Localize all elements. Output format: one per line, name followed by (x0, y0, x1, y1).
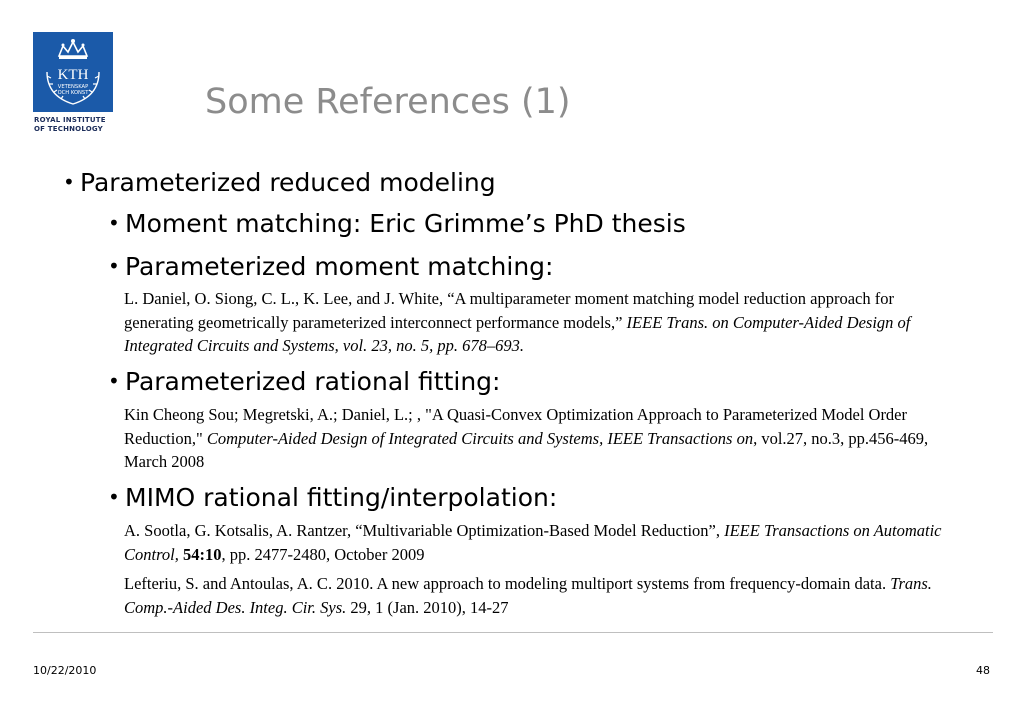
reference-text: Lefteriu, S. and Antoulas, A. C. 2010. A new approach to modeling multiport systems from frequency-domain data. (124, 574, 887, 593)
reference-daniel (124, 287, 954, 358)
bullet-parameterized-moment-matching (108, 250, 553, 283)
reference-journal: Computer-Aided Design of Integrated Circuits and Systems, IEEE Transactions on (206, 428, 754, 448)
footer-divider (33, 632, 993, 633)
page-number: 48 (976, 664, 990, 677)
reference-journal: Trans. Comp.-Aided Des. Integ. Cir. Sys. (124, 574, 932, 617)
logo-caption-line-2: OF TECHNOLOGY (34, 125, 103, 133)
logo-motto-1: VETENSKAP (57, 84, 89, 90)
bullet-mimo-rational-fitting (108, 481, 557, 514)
bullet-level1-text: Parameterized reduced modeling (80, 168, 496, 197)
reference-tail: , vol.27, no.3, pp.456-469, March 2008 (124, 428, 929, 471)
logo-wordmark: KTH (57, 67, 89, 83)
reference-volume: 54:10 (182, 544, 222, 564)
bullet-icon: • (108, 485, 120, 509)
bullet-text: Parameterized rational fitting: (125, 367, 501, 396)
reference-lefteriu (124, 572, 954, 619)
bullet-icon: • (108, 369, 120, 393)
reference-tail: 29, 1 (Jan. 2010), 14-27 (350, 597, 509, 617)
reference-text: Kin Cheong Sou; Megretski, A.; Daniel, L.; , "A Quasi-Convex Optimization Approach to Parameterized Model Order Reduction," (124, 405, 908, 448)
reference-text: A. Sootla, G. Kotsalis, A. Rantzer, “Multivariable Optimization-Based Model Reduction”, (124, 521, 720, 540)
bullet-parameterized-rational-fitting (108, 365, 500, 398)
bullet-icon: • (108, 211, 120, 235)
logo-motto-2: OCH KONST (57, 90, 89, 96)
kth-crest-icon (33, 32, 113, 112)
footer-date: 10/22/2010 (33, 664, 97, 677)
bullet-text: Parameterized moment matching: (125, 252, 554, 281)
bullet-moment-matching (108, 207, 686, 240)
slide-title: Some References (1) (205, 82, 571, 122)
reference-sootla (124, 519, 954, 566)
bullet-icon: • (108, 254, 120, 278)
bullet-icon: • (63, 170, 75, 194)
logo-caption (34, 116, 124, 134)
reference-text: L. Daniel, O. Siong, C. L., K. Lee, and J. White, “A multiparameter moment matching model reduction approach for generating geometrically parameterized interconnect performance models,” (124, 289, 894, 332)
reference-tail: , pp. 2477-2480, October 2009 (221, 544, 425, 564)
reference-journal: IEEE Trans. on Computer-Aided Design of Integrated Circuits and Systems, vol. 23, no. 5, pp. 678–693. (124, 312, 911, 355)
kth-logo (33, 32, 113, 112)
bullet-text: MIMO rational fitting/interpolation: (125, 483, 558, 512)
reference-journal: IEEE Transactions on Automatic Control, (124, 521, 942, 564)
bullet-text: Moment matching: Eric Grimme’s PhD thesis (125, 209, 686, 238)
logo-caption-line-1: ROYAL INSTITUTE (34, 116, 106, 124)
bullet-level1 (63, 166, 496, 199)
reference-sou (124, 403, 954, 474)
